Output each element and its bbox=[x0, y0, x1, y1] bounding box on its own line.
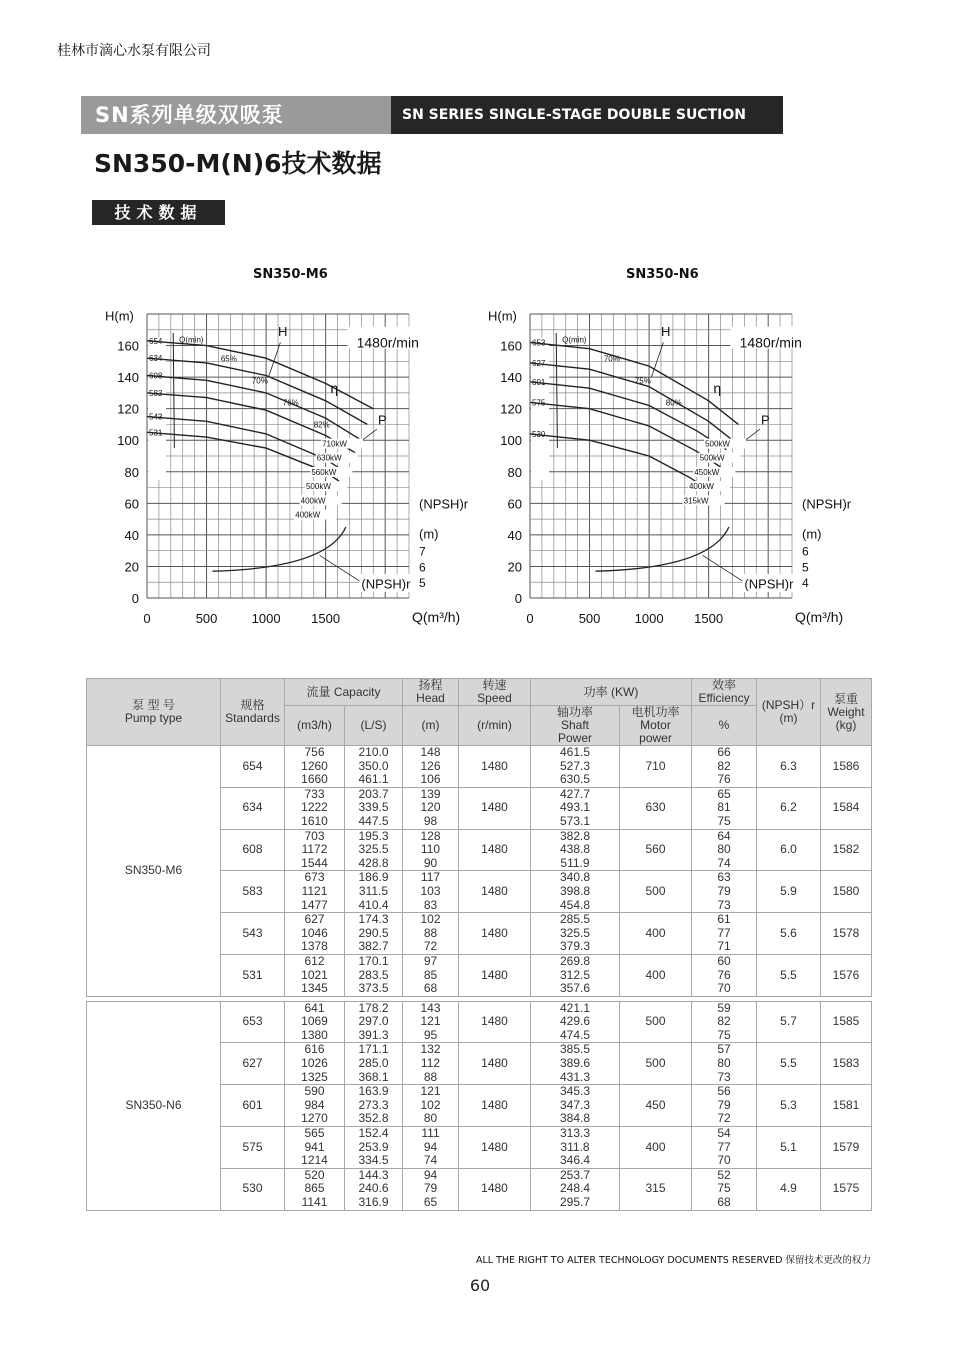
efficiency-cell: 65 81 75 bbox=[692, 787, 757, 829]
capacity-m3h-cell: 520 865 1141 bbox=[285, 1168, 345, 1210]
y-tick-label: 140 bbox=[117, 370, 139, 386]
standard-cell: 543 bbox=[221, 913, 285, 955]
capacity-m3h-cell: 703 1172 1544 bbox=[285, 829, 345, 871]
head-cell: 121 102 80 bbox=[403, 1085, 459, 1127]
x-tick-label: 0 bbox=[143, 611, 151, 626]
impeller-label: 601 bbox=[532, 377, 546, 387]
standard-cell: 583 bbox=[221, 871, 285, 913]
chart-title-n6: SN350-N6 bbox=[626, 267, 699, 282]
performance-chart-n6 bbox=[0, 0, 960, 640]
power-value-label: 630kW bbox=[316, 453, 342, 463]
head-cell: 97 85 68 bbox=[403, 954, 459, 996]
header-head: 扬程 Head bbox=[403, 679, 459, 706]
shaft-power-cell: 382.8 438.8 511.9 bbox=[531, 829, 620, 871]
power-value-label: 400kW bbox=[295, 510, 321, 520]
npsh-tick-label: 5 bbox=[419, 576, 426, 591]
header-capacity: 流量 Capacity bbox=[285, 679, 403, 706]
pump-model-cell: SN350-N6 bbox=[87, 1001, 221, 1210]
motor-power-cell: 500 bbox=[620, 1001, 692, 1043]
efficiency-value-label: 76% bbox=[282, 398, 299, 408]
efficiency-cell: 54 77 70 bbox=[692, 1127, 757, 1169]
power-value-label: 315kW bbox=[683, 496, 709, 506]
efficiency-cell: 60 76 70 bbox=[692, 954, 757, 996]
speed-cell: 1480 bbox=[459, 913, 531, 955]
impeller-label: 575 bbox=[532, 398, 546, 408]
npsh-cell: 6.0 bbox=[757, 829, 821, 871]
table-row bbox=[87, 1001, 872, 1043]
capacity-ls-cell: 152.4 253.9 334.5 bbox=[345, 1127, 403, 1169]
y-tick-label: 80 bbox=[507, 464, 522, 480]
npsh-cell: 6.3 bbox=[757, 746, 821, 788]
y-tick-label: 120 bbox=[500, 401, 522, 417]
y-tick-label: 100 bbox=[500, 433, 522, 449]
speed-cell: 1480 bbox=[459, 1085, 531, 1127]
motor-power-cell: 500 bbox=[620, 1043, 692, 1085]
y-tick-label: 80 bbox=[124, 464, 139, 480]
x-tick-label: 1000 bbox=[634, 611, 664, 626]
shaft-power-cell: 345.3 347.3 384.8 bbox=[531, 1085, 620, 1127]
npsh-axis-label: (NPSH)r bbox=[419, 496, 469, 512]
speed-cell: 1480 bbox=[459, 1127, 531, 1169]
header-speed-unit: (r/min) bbox=[459, 706, 531, 746]
h-curve-label: H bbox=[661, 324, 671, 340]
speed-label: 1480r/min bbox=[356, 334, 419, 351]
chart-title-m6: SN350-M6 bbox=[253, 267, 328, 282]
shaft-power-cell: 253.7 248.4 295.7 bbox=[531, 1168, 620, 1210]
capacity-ls-cell: 186.9 311.5 410.4 bbox=[345, 871, 403, 913]
y-tick-label: 40 bbox=[507, 527, 522, 543]
head-curve-627 bbox=[530, 363, 733, 440]
y-tick-label: 120 bbox=[117, 401, 139, 417]
power-value-label: 710kW bbox=[322, 439, 347, 449]
power-value-label: 450kW bbox=[694, 467, 720, 477]
standard-cell: 601 bbox=[221, 1085, 285, 1127]
weight-cell: 1580 bbox=[821, 871, 872, 913]
npsh-axis-label: (NPSH)r bbox=[802, 496, 852, 512]
capacity-m3h-cell: 756 1260 1660 bbox=[285, 746, 345, 788]
header-pump-type: 泵 型 号 Pump type bbox=[87, 679, 221, 746]
header-efficiency-unit: % bbox=[692, 706, 757, 746]
motor-power-cell: 630 bbox=[620, 787, 692, 829]
efficiency-cell: 59 82 75 bbox=[692, 1001, 757, 1043]
npsh-cell: 5.9 bbox=[757, 871, 821, 913]
capacity-ls-cell: 210.0 350.0 461.1 bbox=[345, 746, 403, 788]
power-value-label: 560kW bbox=[311, 467, 337, 477]
footer-note: ALL THE RIGHT TO ALTER TECHNOLOGY DOCUMENTS RESERVED 保留技术更改的权力 bbox=[476, 1255, 871, 1266]
x-tick-label: 500 bbox=[578, 611, 601, 626]
motor-power-cell: 400 bbox=[620, 913, 692, 955]
efficiency-cell: 52 75 68 bbox=[692, 1168, 757, 1210]
y-tick-label: 0 bbox=[514, 591, 522, 606]
npsh-cell: 6.2 bbox=[757, 787, 821, 829]
impeller-label: 543 bbox=[149, 412, 163, 422]
standard-cell: 608 bbox=[221, 829, 285, 871]
x-axis-label: Q(m³/h) bbox=[795, 609, 844, 625]
efficiency-value-label: 82% bbox=[313, 420, 330, 430]
capacity-m3h-cell: 616 1026 1325 bbox=[285, 1043, 345, 1085]
y-tick-label: 60 bbox=[124, 496, 139, 512]
header-capacity-ls: (L/S) bbox=[345, 706, 403, 746]
capacity-ls-cell: 171.1 285.0 368.1 bbox=[345, 1043, 403, 1085]
h-pointer bbox=[651, 342, 663, 377]
efficiency-cell: 63 79 73 bbox=[692, 871, 757, 913]
section-tag: 技术数据 bbox=[92, 200, 225, 225]
shaft-power-cell: 427.7 493.1 573.1 bbox=[531, 787, 620, 829]
capacity-m3h-cell: 733 1222 1610 bbox=[285, 787, 345, 829]
shaft-power-cell: 269.8 312.5 357.6 bbox=[531, 954, 620, 996]
header-efficiency: 效率 Efficiency bbox=[692, 679, 757, 706]
impeller-label: 583 bbox=[149, 388, 163, 398]
x-tick-label: 0 bbox=[526, 611, 534, 626]
head-cell: 94 79 65 bbox=[403, 1168, 459, 1210]
impeller-label: 653 bbox=[532, 338, 546, 348]
y-tick-label: 0 bbox=[131, 591, 139, 606]
head-cell: 148 126 106 bbox=[403, 746, 459, 788]
header-head-unit: (m) bbox=[403, 706, 459, 746]
npsh-curve-label: (NPSH)r bbox=[361, 576, 411, 592]
npsh-cell: 5.5 bbox=[757, 1043, 821, 1085]
header-shaft-power: 轴功率 Shaft Power bbox=[531, 706, 620, 746]
efficiency-cell: 64 80 74 bbox=[692, 829, 757, 871]
efficiency-value-label: 75% bbox=[634, 376, 651, 386]
header-weight: 泵重 Weight (kg) bbox=[821, 679, 872, 746]
npsh-cell: 4.9 bbox=[757, 1168, 821, 1210]
y-tick-label: 100 bbox=[117, 433, 139, 449]
header-capacity-m3h: (m3/h) bbox=[285, 706, 345, 746]
npsh-unit-label: (m) bbox=[419, 526, 439, 542]
motor-power-cell: 560 bbox=[620, 829, 692, 871]
npsh-curve-label: (NPSH)r bbox=[744, 576, 794, 592]
shaft-power-cell: 385.5 389.6 431.3 bbox=[531, 1043, 620, 1085]
x-tick-label: 1000 bbox=[251, 611, 281, 626]
speed-cell: 1480 bbox=[459, 1168, 531, 1210]
impeller-label: 634 bbox=[149, 354, 163, 364]
capacity-m3h-cell: 612 1021 1345 bbox=[285, 954, 345, 996]
y-tick-label: 40 bbox=[124, 527, 139, 543]
weight-cell: 1578 bbox=[821, 913, 872, 955]
x-axis-label: Q(m³/h) bbox=[412, 609, 461, 625]
x-tick-label: 500 bbox=[195, 611, 218, 626]
power-value-label: 400kW bbox=[300, 496, 326, 506]
y-axis-label: H(m) bbox=[488, 308, 517, 324]
x-tick-label: 1500 bbox=[694, 611, 724, 626]
shaft-power-cell: 340.8 398.8 454.8 bbox=[531, 871, 620, 913]
power-value-label: 500kW bbox=[705, 439, 730, 449]
weight-cell: 1583 bbox=[821, 1043, 872, 1085]
speed-cell: 1480 bbox=[459, 1043, 531, 1085]
y-tick-label: 140 bbox=[500, 370, 522, 386]
motor-power-cell: 500 bbox=[620, 871, 692, 913]
q-min-line bbox=[556, 333, 557, 448]
page-number: 60 bbox=[469, 1276, 491, 1295]
efficiency-value-label: 80% bbox=[665, 398, 682, 408]
power-label: P bbox=[761, 412, 770, 428]
header-power: 功率 (KW) bbox=[531, 679, 692, 706]
capacity-ls-cell: 178.2 297.0 391.3 bbox=[345, 1001, 403, 1043]
capacity-ls-cell: 163.9 273.3 352.8 bbox=[345, 1085, 403, 1127]
y-tick-label: 20 bbox=[507, 559, 522, 575]
table-row bbox=[87, 746, 872, 788]
speed-cell: 1480 bbox=[459, 1001, 531, 1043]
npsh-cell: 5.3 bbox=[757, 1085, 821, 1127]
efficiency-value-label: 65% bbox=[220, 354, 237, 364]
impeller-label: 531 bbox=[149, 428, 163, 438]
h-curve-label: H bbox=[278, 324, 288, 340]
power-label: P bbox=[378, 412, 387, 428]
head-cell: 111 94 74 bbox=[403, 1127, 459, 1169]
power-value-label: 500kW bbox=[699, 453, 725, 463]
motor-power-cell: 710 bbox=[620, 746, 692, 788]
shaft-power-cell: 285.5 325.5 379.3 bbox=[531, 913, 620, 955]
npsh-tick-label: 5 bbox=[802, 560, 809, 575]
shaft-power-cell: 461.5 527.3 630.5 bbox=[531, 746, 620, 788]
capacity-ls-cell: 203.7 339.5 447.5 bbox=[345, 787, 403, 829]
standard-cell: 654 bbox=[221, 746, 285, 788]
y-tick-label: 160 bbox=[117, 338, 139, 354]
head-cell: 128 110 90 bbox=[403, 829, 459, 871]
npsh-cell: 5.6 bbox=[757, 913, 821, 955]
capacity-m3h-cell: 673 1121 1477 bbox=[285, 871, 345, 913]
standard-cell: 653 bbox=[221, 1001, 285, 1043]
npsh-tick-label: 6 bbox=[419, 560, 426, 575]
speed-label: 1480r/min bbox=[739, 334, 802, 351]
impeller-label: 530 bbox=[532, 429, 546, 439]
capacity-ls-cell: 144.3 240.6 316.9 bbox=[345, 1168, 403, 1210]
shaft-power-cell: 421.1 429.6 474.5 bbox=[531, 1001, 620, 1043]
motor-power-cell: 450 bbox=[620, 1085, 692, 1127]
npsh-tick-label: 4 bbox=[802, 576, 809, 591]
head-cell: 117 103 83 bbox=[403, 871, 459, 913]
y-axis-label: H(m) bbox=[105, 308, 134, 324]
q-min-label: Q(min) bbox=[179, 335, 204, 345]
npsh-cell: 5.5 bbox=[757, 954, 821, 996]
efficiency-cell: 66 82 76 bbox=[692, 746, 757, 788]
head-cell: 139 120 98 bbox=[403, 787, 459, 829]
standard-cell: 531 bbox=[221, 954, 285, 996]
npsh-tick-label: 6 bbox=[802, 544, 809, 559]
weight-cell: 1585 bbox=[821, 1001, 872, 1043]
technical-data-table bbox=[86, 678, 872, 1211]
speed-cell: 1480 bbox=[459, 746, 531, 788]
efficiency-value-label: 70% bbox=[251, 376, 268, 386]
efficiency-cell: 57 80 73 bbox=[692, 1043, 757, 1085]
banner-title-cn: SN系列单级双吸泵 bbox=[81, 96, 391, 134]
weight-cell: 1575 bbox=[821, 1168, 872, 1210]
standard-cell: 575 bbox=[221, 1127, 285, 1169]
q-min-label: Q(min) bbox=[562, 335, 587, 345]
capacity-ls-cell: 174.3 290.5 382.7 bbox=[345, 913, 403, 955]
efficiency-value-label: 70% bbox=[603, 354, 620, 364]
power-value-label: 500kW bbox=[305, 482, 331, 492]
capacity-m3h-cell: 565 941 1214 bbox=[285, 1127, 345, 1169]
motor-power-cell: 400 bbox=[620, 1127, 692, 1169]
head-cell: 102 88 72 bbox=[403, 913, 459, 955]
impeller-label: 654 bbox=[149, 336, 163, 346]
efficiency-cell: 61 77 71 bbox=[692, 913, 757, 955]
x-tick-label: 1500 bbox=[311, 611, 341, 626]
capacity-ls-cell: 170.1 283.5 373.5 bbox=[345, 954, 403, 996]
header-standards: 规格 Standards bbox=[221, 679, 285, 746]
npsh-tick-label: 7 bbox=[419, 544, 426, 559]
impeller-label: 627 bbox=[532, 358, 546, 368]
npsh-cell: 5.1 bbox=[757, 1127, 821, 1169]
header-npsh: (NPSH）r (m) bbox=[757, 679, 821, 746]
npsh-cell: 5.7 bbox=[757, 1001, 821, 1043]
speed-cell: 1480 bbox=[459, 829, 531, 871]
y-tick-label: 160 bbox=[500, 338, 522, 354]
capacity-m3h-cell: 590 984 1270 bbox=[285, 1085, 345, 1127]
power-value-label: 400kW bbox=[688, 482, 714, 492]
weight-cell: 1584 bbox=[821, 787, 872, 829]
head-cell: 143 121 95 bbox=[403, 1001, 459, 1043]
standard-cell: 530 bbox=[221, 1168, 285, 1210]
capacity-m3h-cell: 627 1046 1378 bbox=[285, 913, 345, 955]
weight-cell: 1582 bbox=[821, 829, 872, 871]
shaft-power-cell: 313.3 311.8 346.4 bbox=[531, 1127, 620, 1169]
efficiency-cell: 56 79 72 bbox=[692, 1085, 757, 1127]
motor-power-cell: 400 bbox=[620, 954, 692, 996]
capacity-ls-cell: 195.3 325.5 428.8 bbox=[345, 829, 403, 871]
speed-cell: 1480 bbox=[459, 787, 531, 829]
pump-model-cell: SN350-M6 bbox=[87, 746, 221, 997]
speed-cell: 1480 bbox=[459, 954, 531, 996]
y-tick-label: 20 bbox=[124, 559, 139, 575]
weight-cell: 1579 bbox=[821, 1127, 872, 1169]
page-title: SN350-M(N)6技术数据 bbox=[94, 149, 382, 178]
head-curve-530 bbox=[530, 434, 709, 491]
efficiency-label: η bbox=[330, 379, 339, 396]
npsh-unit-label: (m) bbox=[802, 526, 822, 542]
standard-cell: 627 bbox=[221, 1043, 285, 1085]
y-tick-label: 60 bbox=[507, 496, 522, 512]
efficiency-label: η bbox=[713, 379, 722, 396]
header-speed: 转速 Speed bbox=[459, 679, 531, 706]
impeller-label: 608 bbox=[149, 371, 163, 381]
header-motor-power: 电机功率 Motor power bbox=[620, 706, 692, 746]
weight-cell: 1576 bbox=[821, 954, 872, 996]
motor-power-cell: 315 bbox=[620, 1168, 692, 1210]
banner-title-en: SN SERIES SINGLE-STAGE DOUBLE SUCTION PUMPS bbox=[391, 96, 783, 134]
standard-cell: 634 bbox=[221, 787, 285, 829]
head-cell: 132 112 88 bbox=[403, 1043, 459, 1085]
speed-cell: 1480 bbox=[459, 871, 531, 913]
weight-cell: 1586 bbox=[821, 746, 872, 788]
weight-cell: 1581 bbox=[821, 1085, 872, 1127]
capacity-m3h-cell: 641 1069 1380 bbox=[285, 1001, 345, 1043]
company-name: 桂林市滴心水泵有限公司 bbox=[57, 43, 211, 59]
